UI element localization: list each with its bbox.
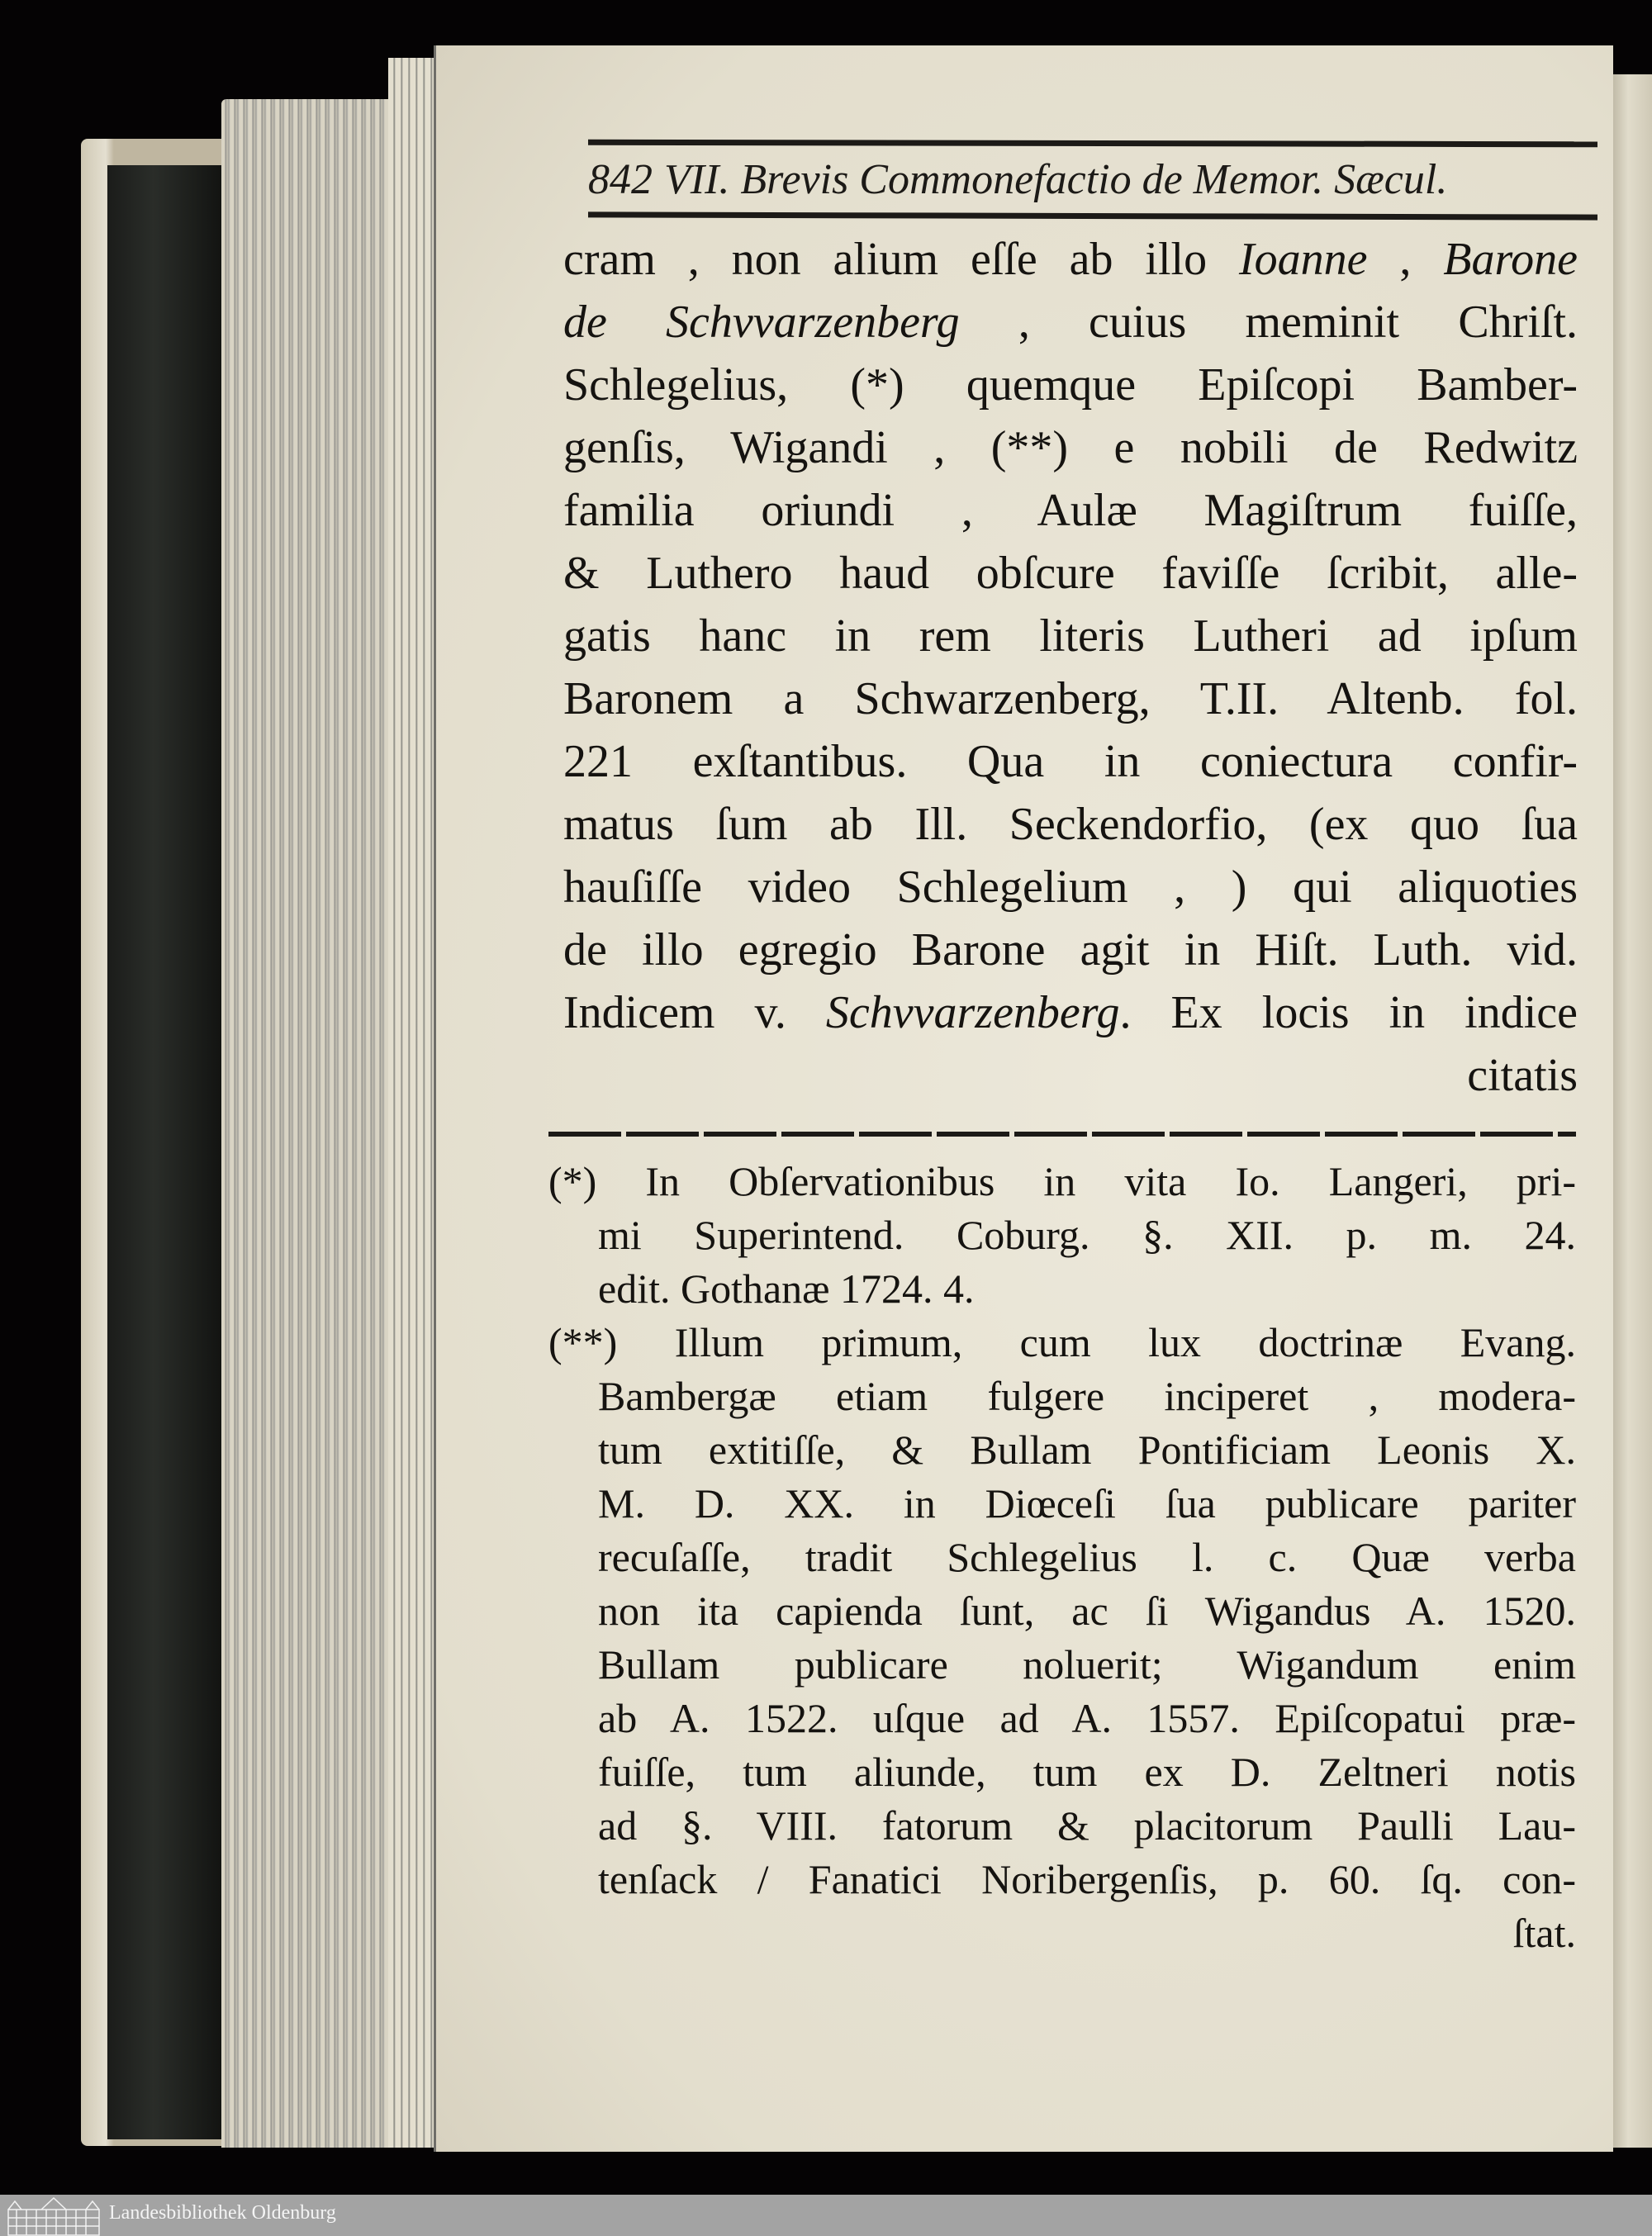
text-segment: matus ſum ab Ill. Seckendorfio, (ex quo ſua [563,799,1578,850]
body-text-line [563,667,1578,733]
text-segment: ſtat. [1512,1910,1576,1956]
body-text-line [563,479,1578,545]
italic-text-segment: Schvvarzenberg [825,987,1120,1038]
text-segment: . Ex locis in indice [1119,987,1578,1038]
text-segment: Indicem v. [563,987,826,1038]
italic-text-segment: Barone [1443,234,1578,285]
text-segment: , [1367,234,1444,285]
text-segment: , cuius meminit Chriſt. [959,297,1578,348]
text-segment: familia oriundi , Aulæ Magiſtrum fuiſſe, [563,485,1578,536]
running-header [588,150,1597,208]
body-text-line [563,291,1578,357]
text-segment: citatis [1467,1050,1578,1101]
running-title: VII. Brevis Commonefactio de Memor. Sæcul. [664,155,1448,203]
body-text-line [563,919,1578,985]
page-stack-edges-top [388,58,438,2148]
body-text-line [563,981,1578,1047]
footnote-separator [548,1132,1576,1137]
text-segment: M. D. XX. in Diœceſi ſua publicare pariter [598,1480,1576,1526]
library-name: Landesbibliothek Oldenburg [109,2202,336,2224]
text-segment: hauſiſſe video Schlegelium , ) qui aliquoties [563,862,1578,913]
text-segment: non ita capienda ſunt, ac ſi Wigandus A. 1520. [598,1588,1576,1634]
text-segment: ad §. VIII. fatorum & placitorum Paulli Lau- [598,1802,1576,1849]
body-text-line [563,416,1578,482]
text-segment: fuiſſe, tum aliunde, tum ex D. Zeltneri notis [598,1749,1576,1795]
italic-text-segment: Ioanne [1238,234,1368,285]
text-segment: mi Superintend. Coburg. §. XII. p. m. 24. [598,1212,1576,1258]
text-segment: Baronem a Schwarzenberg, T.II. Altenb. fol. [563,673,1578,724]
body-text-line [563,856,1578,922]
footnote-line [598,1906,1576,1973]
text-segment: edit. Gothanæ 1724. 4. [598,1265,975,1312]
italic-text-segment: de Schvvarzenberg [563,297,960,348]
text-segment: (*) In Obſervationibus in vita Io. Langeri, pri- [548,1158,1576,1204]
body-text-line [563,793,1578,859]
text-segment: recuſaſſe, tradit Schlegelius l. c. Quæ verba [598,1534,1576,1580]
text-segment: & Luthero haud obſcure faviſſe ſcribit, alle- [563,548,1578,599]
text-segment: gatis hanc in rem literis Lutheri ad ipſum [563,610,1578,662]
text-segment: ab A. 1522. uſque ad A. 1557. Epiſcopatui præ- [598,1695,1576,1741]
body-text-line [563,354,1578,420]
body-text-line [563,228,1578,294]
body-text-line [563,542,1578,608]
text-segment: tum extitiſſe, & Bullam Pontificiam Leonis X. [598,1427,1576,1473]
library-building-icon [5,2196,102,2236]
text-segment: Bullam publicare noluerit; Wigandum enim [598,1641,1576,1688]
page-number: 842 [588,155,653,203]
body-text-line [563,605,1578,671]
text-segment: Bambergæ etiam fulgere inciperet , modera- [598,1373,1576,1419]
text-segment: (**) Illum primum, cum lux doctrinæ Evang. [548,1319,1576,1365]
facing-page-edge [1612,74,1652,2148]
text-segment: 221 exſtantibus. Qua in coniectura confir- [563,736,1578,787]
text-segment: de illo egregio Barone agit in Hiſt. Luth. vid. [563,924,1578,976]
text-segment: cram , non alium eſſe ab illo [563,234,1239,285]
body-text-line [563,730,1578,796]
body-text-line [563,1044,1578,1110]
text-segment: tenſack / Fanatici Noribergenſis, p. 60. ſq. con- [598,1856,1576,1902]
book-cover-inner [107,165,223,2139]
text-segment: Schlegelius, (*) quemque Epiſcopi Bamber- [563,359,1578,411]
text-segment: genſis, Wigandi , (**) e nobili de Redwitz [563,422,1578,473]
